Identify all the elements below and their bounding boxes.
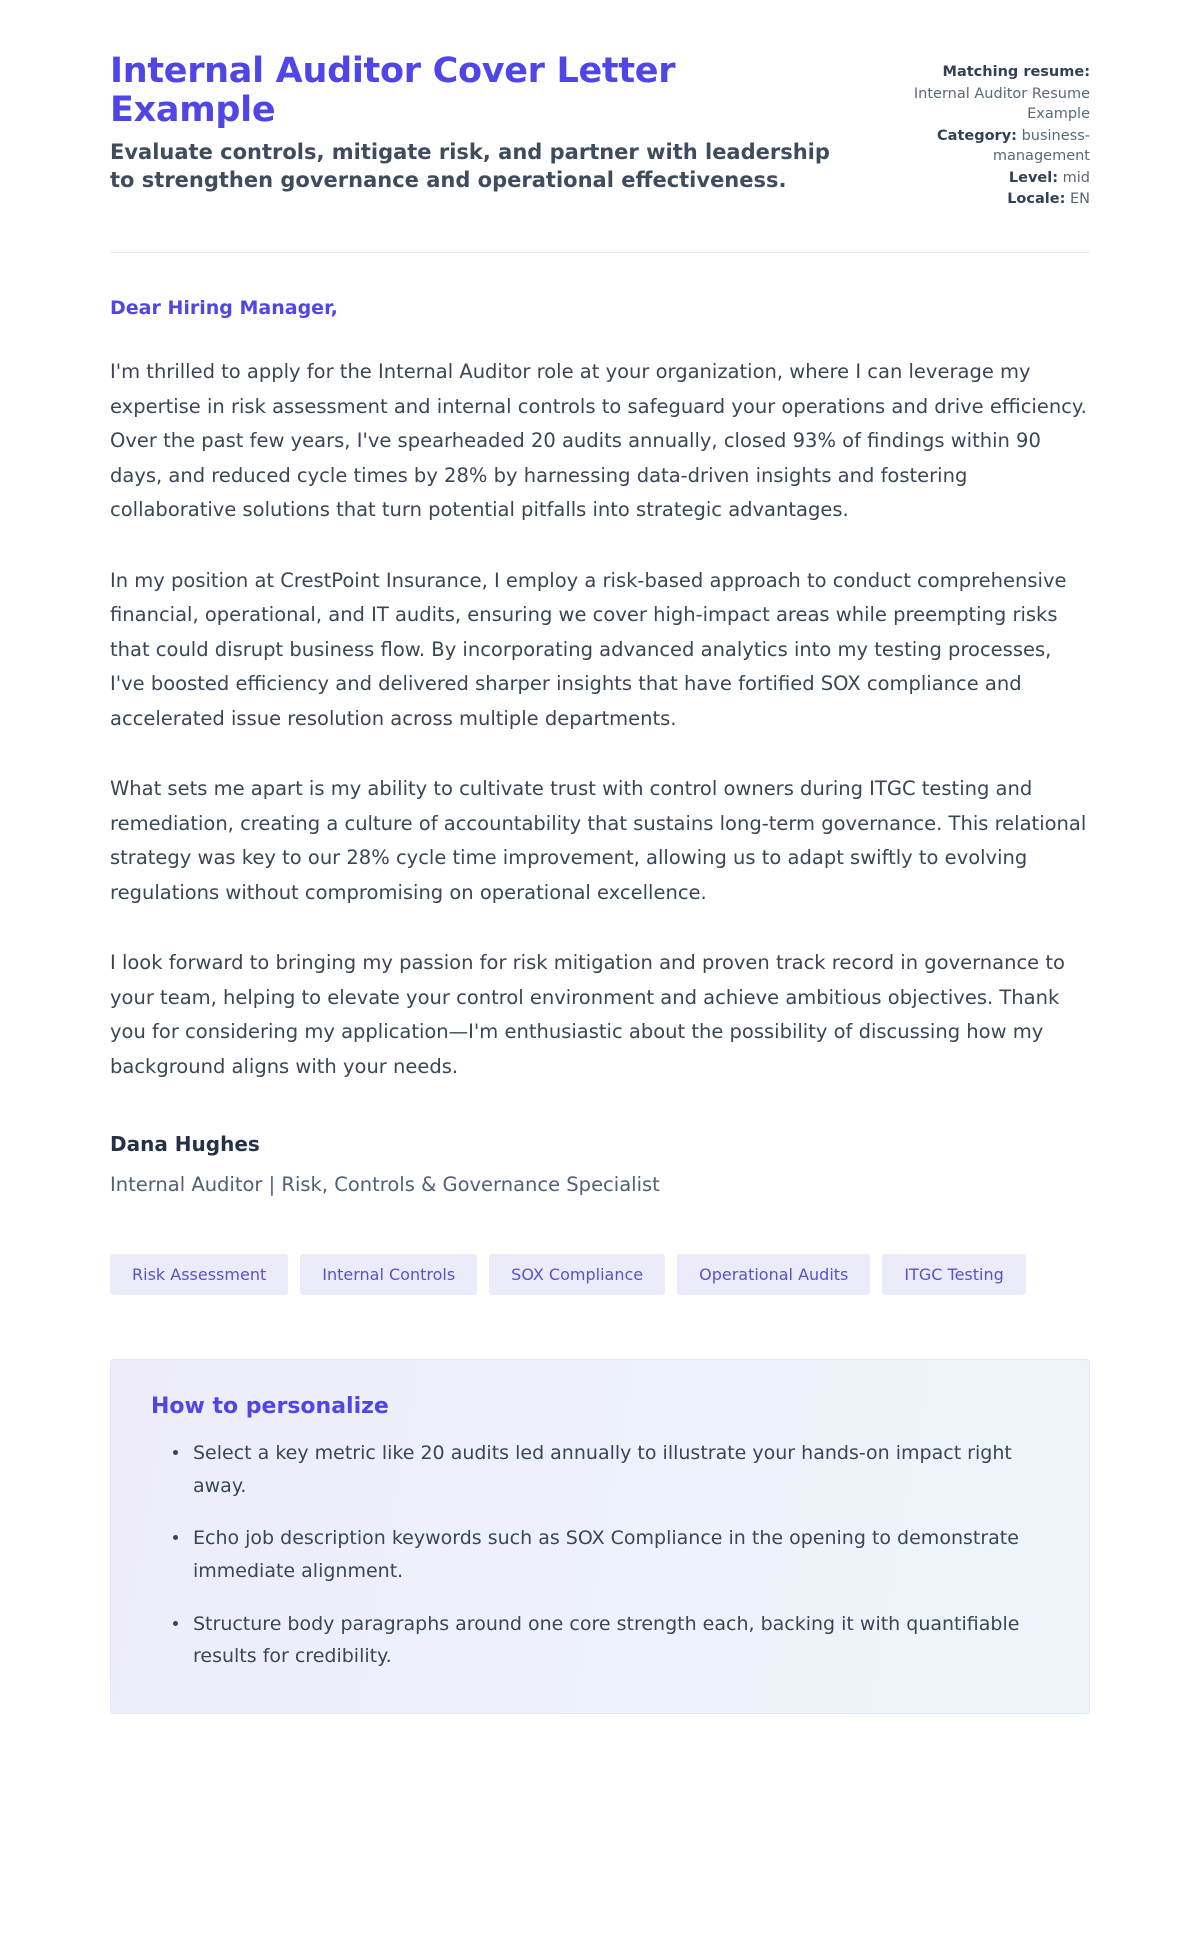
personalize-tip-list [151, 1437, 1049, 1673]
page-subtitle: Evaluate controls, mitigate risk, and partner with leadership to strengthen governance and operational effectiveness. [110, 140, 830, 193]
skill-tag[interactable]: Operational Audits [677, 1254, 870, 1295]
skill-tag[interactable]: ITGC Testing [882, 1254, 1025, 1295]
signature-role: Internal Auditor | Risk, Controls & Governance Specialist [110, 1173, 660, 1197]
personalize-tip: Echo job description keywords such as SOX Compliance in the opening to demonstrate immediate alignment. [173, 1522, 1049, 1587]
meta-level [875, 168, 1090, 189]
salutation: Dear Hiring Manager, [110, 297, 338, 320]
panel-title: How to personalize [151, 1394, 389, 1420]
meta-matching-resume-value-row [875, 84, 1090, 125]
meta-category-value: business-management [992, 127, 1090, 165]
meta-level-value: mid [1062, 169, 1090, 186]
meta-locale [875, 189, 1090, 210]
personalize-tip: Structure body paragraphs around one core strength each, backing it with quantifiable results for credibility. [173, 1608, 1049, 1673]
header-title-block [110, 52, 835, 195]
meta-locale-value: EN [1069, 191, 1090, 208]
signature-name: Dana Hughes [110, 1132, 260, 1157]
meta-level-label: Level: [1008, 169, 1059, 186]
letter-paragraph: I'm thrilled to apply for the Internal Auditor role at your organization, where I can leverage my expertise in risk assessment and internal controls to safeguard your operations and drive efficiency. Over the past few years, I've spearheaded 20 audits annually, closed 93% of findings within 90 days, and reduced cycle times by 28% by harnessing data-driven insights and fostering collaborative solutions that turn potential pitfalls into strategic advantages. [110, 360, 1087, 522]
skill-tag[interactable]: Internal Controls [300, 1254, 477, 1295]
letter-paragraph: What sets me apart is my ability to cultivate trust with control owners during ITGC testing and remediation, creating a culture of accountability that sustains long-term governance. This relational strategy was key to our 28% cycle time improvement, allowing us to adapt swiftly to evolving regulations without compromising on operational excellence. [110, 777, 1087, 904]
page-title: Internal Auditor Cover Letter Example [110, 51, 676, 131]
skill-tag[interactable]: Risk Assessment [110, 1254, 288, 1295]
skill-tag[interactable]: SOX Compliance [489, 1254, 665, 1295]
letter-paragraph: I look forward to bringing my passion for risk mitigation and proven track record in governance to your team, helping to elevate your control environment and achieve ambitious objectives. Thank you for considering my application—I'm enthusiastic about the possibility of discussing how my background aligns with your needs. [110, 951, 1065, 1078]
letter-paragraph: In my position at CrestPoint Insurance, I employ a risk-based approach to conduct comprehensive financial, operational, and IT audits, ensuring we cover high-impact areas while preempting risks that could disrupt business flow. By incorporating advanced analytics into my testing processes, I've boosted efficiency and delivered sharper insights that have fortified SOX compliance and accelerated issue resolution across multiple departments. [110, 568, 1067, 730]
cover-letter-body [110, 253, 1090, 1714]
personalize-tip: Select a key metric like 20 audits led annually to illustrate your hands-on impact right away. [173, 1437, 1049, 1502]
page-header [110, 0, 1090, 211]
meta-matching-resume-value: Internal Auditor Resume Example [913, 85, 1090, 123]
meta-category [875, 126, 1090, 167]
meta-matching-resume [875, 62, 1090, 83]
meta-locale-label: Locale: [1007, 191, 1066, 208]
document-metadata [875, 52, 1090, 211]
how-to-personalize-panel [110, 1359, 1090, 1714]
meta-category-label: Category: [937, 127, 1017, 144]
signature-block [110, 1132, 1090, 1196]
skill-tag-list [110, 1254, 1090, 1295]
meta-matching-resume-label: Matching resume: [942, 64, 1090, 80]
